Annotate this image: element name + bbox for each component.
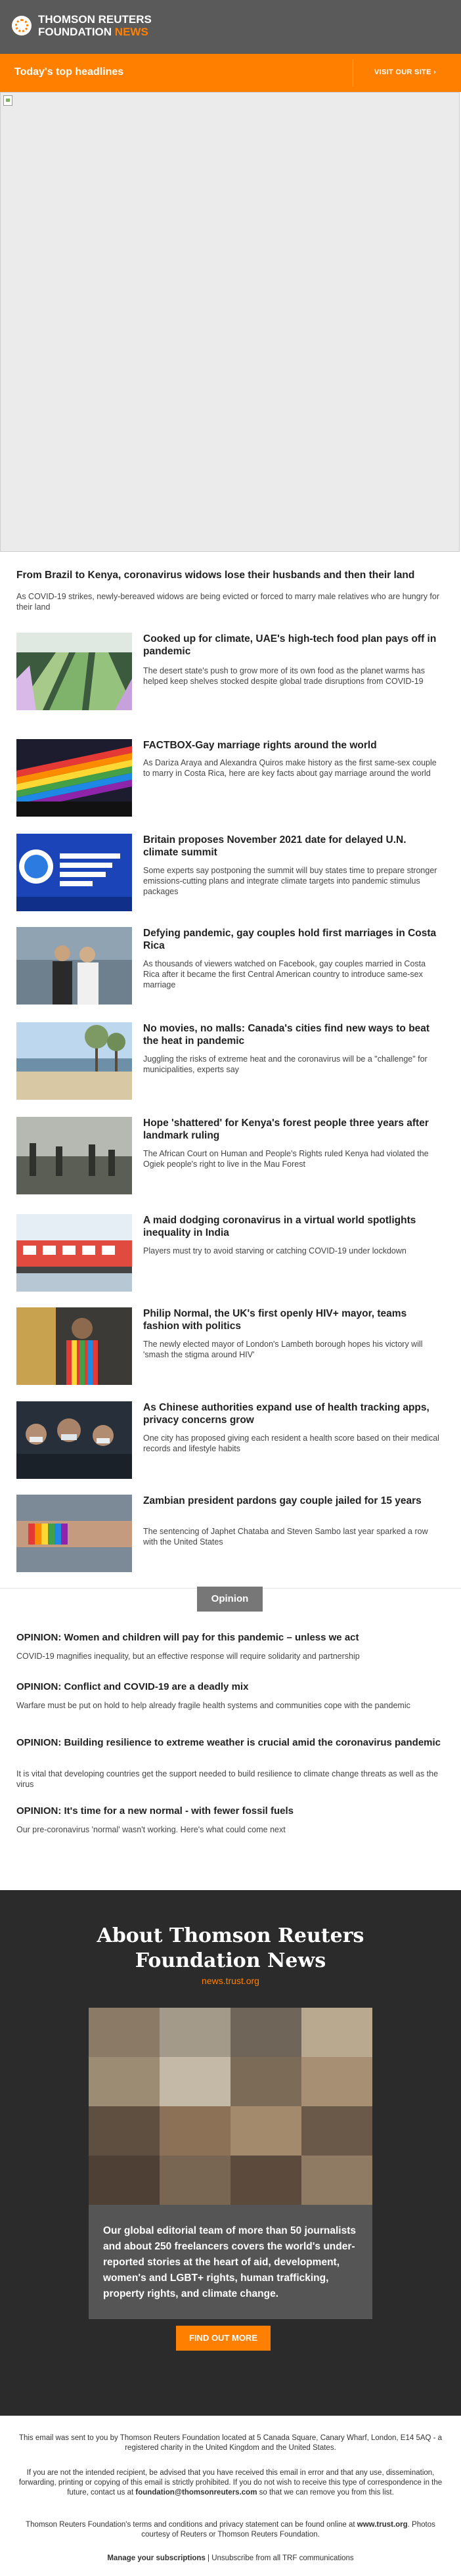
mosaic-photo [230,2156,301,2205]
article-thumbnail-wedding-couple[interactable] [16,927,132,1005]
article-thumbnail-beach[interactable] [16,1022,132,1100]
header [0,0,461,54]
mosaic-photo [230,2008,301,2057]
broken-image-icon [3,95,12,106]
article-title[interactable]: Defying pandemic, gay couples hold first marriages in Costa Rica [143,928,437,951]
article-title[interactable]: Philip Normal, the UK's first openly HIV+ mayor, teams fashion with politics [143,1308,407,1332]
article-item [16,1307,443,1386]
opinion-badge: Opinion [197,1587,263,1612]
article-title[interactable]: FACTBOX-Gay marriage rights around the world [143,740,377,751]
about-text: Our global editorial team of more than 50 journalists and about 250 freelancers covers the world's under-reported stories at the heart of aid, development, women's and LGBT+ rights, human trafficking, property rights, and climate change. [103,2225,356,2299]
mosaic-photo [160,2008,230,2057]
contact-email-link[interactable]: foundation@thomsonreuters.com [135,2489,257,2497]
mosaic-photo [301,2057,372,2106]
footer-subscription-links: Manage your subscriptions | Unsubscribe from all TRF communications [107,2554,354,2562]
hero-image-placeholder[interactable] [0,92,460,552]
article-item [16,1214,443,1293]
top-headlines-label: Today's top headlines [14,66,124,78]
article-item [16,1401,443,1480]
brand-line-2: FOUNDATION [38,26,112,38]
opinion-description: Warfare must be put on hold to help already fragile health systems and communities cope with the pandemic [16,1701,410,1710]
footer-terms: Thomson Reuters Foundation's terms and conditions and privacy statement can be found online at www.trust.org. Photos courtesy of Reuters or Thomson Reuters Foundation. [26,2521,435,2539]
photo-mosaic [89,2008,372,2205]
headline-bar [0,54,461,92]
unsubscribe-link[interactable]: Unsubscribe from all TRF communications [211,2554,354,2562]
article-item [16,1022,443,1101]
article-item [16,1495,443,1573]
trust-org-link[interactable]: www.trust.org [357,2521,408,2529]
opinion-description: It is vital that developing countries get the support needed to build resilience to climate change threats as well as the virus [16,1769,439,1789]
article-description: As Dariza Araya and Alexandra Quiros make history as the first same-sex couple to marry in Costa Rica, here are key facts about gay marriage around the world [143,758,437,778]
article-description: Juggling the risks of extreme heat and the coronavirus will be a "challenge" for municipalities, experts say [143,1054,428,1074]
article-title[interactable]: As Chinese authorities expand use of health tracking apps, privacy concerns grow [143,1402,429,1426]
article-description: The sentencing of Japhet Chataba and Steven Sambo last year sparked a row with the United States [143,1527,428,1547]
foundation-globe-icon [12,16,32,35]
opinion-description: Our pre-coronavirus 'normal' wasn't working. Here's what could come next [16,1825,286,1834]
opinion-description: COVID-19 magnifies inequality, but an effective response will require solidarity and partnership [16,1652,360,1661]
article-item [16,834,443,913]
mosaic-photo [301,2156,372,2205]
article-item [16,633,443,712]
opinion-title[interactable]: OPINION: Conflict and COVID-19 are a deadly mix [16,1681,249,1692]
article-thumbnail-climate-conference[interactable] [16,834,132,911]
mosaic-photo [160,2106,230,2156]
article-description: Some experts say postponing the summit will buy states time to prepare stronger emissions-cutting plans and integrate climate targets into pandemic stimulus packages [143,866,437,896]
opinion-title[interactable]: OPINION: Building resilience to extreme weather is crucial amid the coronavirus pandemic [16,1737,441,1748]
article-item [16,1117,443,1196]
article-item [16,739,443,818]
article-thumbnail-rainbow-wristband[interactable] [16,1495,132,1572]
article-description: As thousands of viewers watched on Facebook, gay couples married in Costa Rica after it became the first Central American country to introduce same-sex marriage [143,959,426,989]
manage-subscriptions-link[interactable]: Manage your subscriptions [107,2554,206,2562]
mosaic-photo [230,2057,301,2106]
mosaic-photo [301,2106,372,2156]
brand-news: NEWS [114,26,148,38]
mosaic-photo [89,2106,160,2156]
footer-disclaimer: If you are not the intended recipient, be advised that you have received this email in error and that any use, dissemination, forwarding, printing or copying of this email is strictly prohibited. If you do not wish to receive this type of correspondence in the future, contact us at foundation@thomsonreuters.com so that we can remove you from this list. [18,2469,443,2497]
article-description: The desert state's push to grow more of its own food as the planet warms has helped keep shelves stocked despite global trade disruptions from COVID-19 [143,666,425,686]
mosaic-photo [301,2008,372,2057]
mosaic-photo [89,2156,160,2205]
mosaic-photo [230,2106,301,2156]
about-title: About Thomson Reuters Foundation News [97,1924,364,1972]
hero-title[interactable]: From Brazil to Kenya, coronavirus widows lose their husbands and then their land [16,570,415,581]
about-panel [89,2205,372,2319]
mosaic-photo [89,2008,160,2057]
opinion-title[interactable]: OPINION: Women and children will pay for this pandemic – unless we act [16,1632,359,1643]
article-title[interactable]: Cooked up for climate, UAE's high-tech food plan pays off in pandemic [143,633,437,657]
article-title[interactable]: No movies, no malls: Canada's cities find new ways to beat the heat in pandemic [143,1023,430,1047]
article-description: The African Court on Human and People's Rights ruled Kenya had violated the Ogiek people's right to live in the Mau Forest [143,1149,429,1169]
hero-description: As COVID-19 strikes, newly-bereaved widows are being evicted or forced to marry male relatives who are hungry for their land [16,592,440,612]
article-thumbnail-train-game[interactable] [16,1214,132,1292]
article-description: One city has proposed giving each resident a health score based on their medical records and lifestyle habits [143,1434,439,1453]
article-title[interactable]: Zambian president pardons gay couple jailed for 15 years [143,1495,422,1506]
mosaic-photo [160,2057,230,2106]
brand-line-1: THOMSON REUTERS [38,13,152,26]
article-item [16,927,443,1006]
article-title[interactable]: Hope 'shattered' for Kenya's forest people three years after landmark ruling [143,1118,429,1141]
footer-address: This email was sent to you by Thomson Reuters Foundation located at 5 Canada Square, Canary Wharf, London, E14 5AQ - a registered charity in the United Kingdom and the United States. [18,2434,443,2452]
article-thumbnail-crowd-masks[interactable] [16,1401,132,1479]
visit-site-link[interactable]: VISIT OUR SITE › [374,68,437,76]
article-thumbnail-rainbow-flag[interactable] [16,739,132,817]
article-thumbnail-greenhouse[interactable] [16,633,132,710]
article-thumbnail-mayor[interactable] [16,1307,132,1385]
mosaic-photo [160,2156,230,2205]
about-site-link[interactable]: news.trust.org [202,1976,259,1986]
opinion-title[interactable]: OPINION: It's time for a new normal - with fewer fossil fuels [16,1805,294,1817]
article-title[interactable]: Britain proposes November 2021 date for delayed U.N. climate summit [143,834,406,858]
article-description: Players must try to avoid starving or catching COVID-19 under lockdown [143,1246,406,1255]
mosaic-photo [89,2057,160,2106]
article-description: The newly elected mayor of London's Lambeth borough hopes his victory will 'smash the stigma around HIV' [143,1340,423,1359]
article-thumbnail-forest-people[interactable] [16,1117,132,1194]
article-title[interactable]: A maid dodging coronavirus in a virtual world spotlights inequality in India [143,1215,416,1238]
brand-logo[interactable] [12,13,152,38]
find-out-more-button[interactable]: FIND OUT MORE [176,2326,271,2351]
